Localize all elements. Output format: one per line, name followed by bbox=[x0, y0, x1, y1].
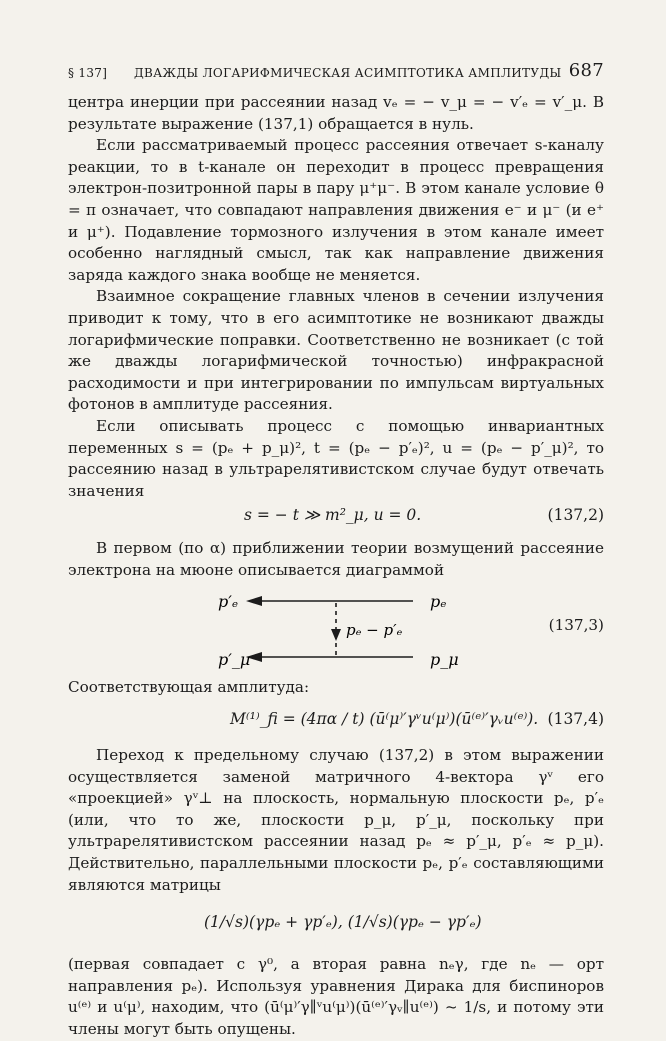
arrow-down-icon bbox=[331, 629, 341, 641]
equation-number: (137,4) bbox=[547, 710, 604, 729]
paragraph: Переход к предельному случаю (137,2) в этом выражении осуществляется заменой матричного 4-вектора γᵛ его «проекцией» γᵛ⊥ на плоскость, нормальную плоскости pₑ, p′ₑ (или, что то же, плоскости p_μ, p′_μ, поскольку при ультрарелятивистском рассеянии назад pₑ ≈ p′_μ, p′ₑ ≈ p_μ). Действительно, параллельными плоскости pₑ, p′ₑ составляющими являются матрицы bbox=[68, 746, 604, 894]
section-ref: § 137] bbox=[68, 66, 108, 80]
chapter-title: ДВАЖДЫ ЛОГАРИФМИЧЕСКАЯ АСИМПТОТИКА АМПЛИТУДЫ bbox=[134, 66, 562, 80]
paragraph: (первая совпадает с γ⁰, а вторая равна nₑγ, где nₑ — орт направления pₑ). Используя уравнения Дирака для биспиноров u⁽ᵉ⁾ и u⁽μ⁾, находим, что (ū⁽μ⁾′γ∥ᵛu⁽μ⁾)(ū⁽ᵉ⁾′γᵥ∥u⁽ᵉ⁾) ~ 1/s, и потому эти члены могут быть опущены. bbox=[68, 955, 604, 1038]
equation-body: s = − t ≫ m²_μ, u = 0. bbox=[244, 506, 422, 525]
equation-number: (137,3) bbox=[548, 616, 604, 635]
matrices-equation bbox=[68, 896, 604, 954]
label-pmu: p_μ bbox=[430, 650, 459, 670]
paragraph: Если описывать процесс с помощью инвариантных переменных s = (pₑ + p_μ)², t = (pₑ − p′ₑ)², u = (pₑ − p′_μ)², то рассеянию назад в ультрарелятивистском случае будут отвечать значения bbox=[68, 416, 604, 500]
body-text bbox=[68, 92, 604, 1041]
equation-number: (137,2) bbox=[547, 506, 604, 525]
label-momentum-transfer: pₑ − p′ₑ bbox=[346, 621, 403, 640]
paragraph: Если рассматриваемый процесс рассеяния отвечает s-каналу реакции, то в t-канале он переходит в процесс превращения электрон-позитронной пары в пару μ⁺μ⁻. В этом канале условие θ = π означает, что совпадают направления движения e⁻ и μ⁻ (и e⁺ и μ⁺). Подавление тормозного излучения в этом канале имеет особенно наглядный смысл, так как направление движения заряда каждого знака вообще не меняется. bbox=[68, 136, 604, 284]
equation-137-2 bbox=[68, 502, 604, 530]
equation-body: M⁽¹⁾_fi = (4πα / t) (ū⁽μ⁾′γᵛu⁽μ⁾)(ū⁽ᵉ⁾′γᵥu⁽ᵉ⁾). bbox=[230, 710, 539, 729]
arrow-left-icon bbox=[246, 596, 262, 606]
paragraph: Соответствующая амплитуда: bbox=[68, 678, 310, 697]
equation-body: (1/√s)(γpₑ + γp′ₑ), (1/√s)(γpₑ − γp′ₑ) bbox=[204, 913, 482, 932]
feynman-diagram bbox=[68, 581, 604, 677]
diagram-svg bbox=[68, 581, 604, 677]
equation-137-4 bbox=[68, 699, 604, 745]
paragraph: В первом (по α) приближении теории возмущений рассеяние электрона на мюоне описывается диаграммой bbox=[68, 539, 604, 579]
label-pe: pₑ bbox=[430, 592, 447, 612]
label-pe-prime: p′ₑ bbox=[218, 592, 239, 612]
paragraph: Взаимное сокращение главных членов в сечении излучения приводит к тому, что в его асимптотике не возникают дважды логарифмические поправки. Соответственно не возникает (с той же дважды логарифмической точностью) инфракрасной расходимости и при интегрировании по импульсам виртуальных фотонов в амплитуде рассеяния. bbox=[68, 287, 604, 414]
page-number: 687 bbox=[568, 60, 604, 81]
paragraph: центра инерции при рассеянии назад vₑ = − v_μ = − v′ₑ = v′_μ. В результате выражение (137,1) обращается в нуль. bbox=[68, 93, 604, 133]
label-pmu-prime: p′_μ bbox=[218, 650, 251, 670]
running-header bbox=[68, 58, 604, 84]
